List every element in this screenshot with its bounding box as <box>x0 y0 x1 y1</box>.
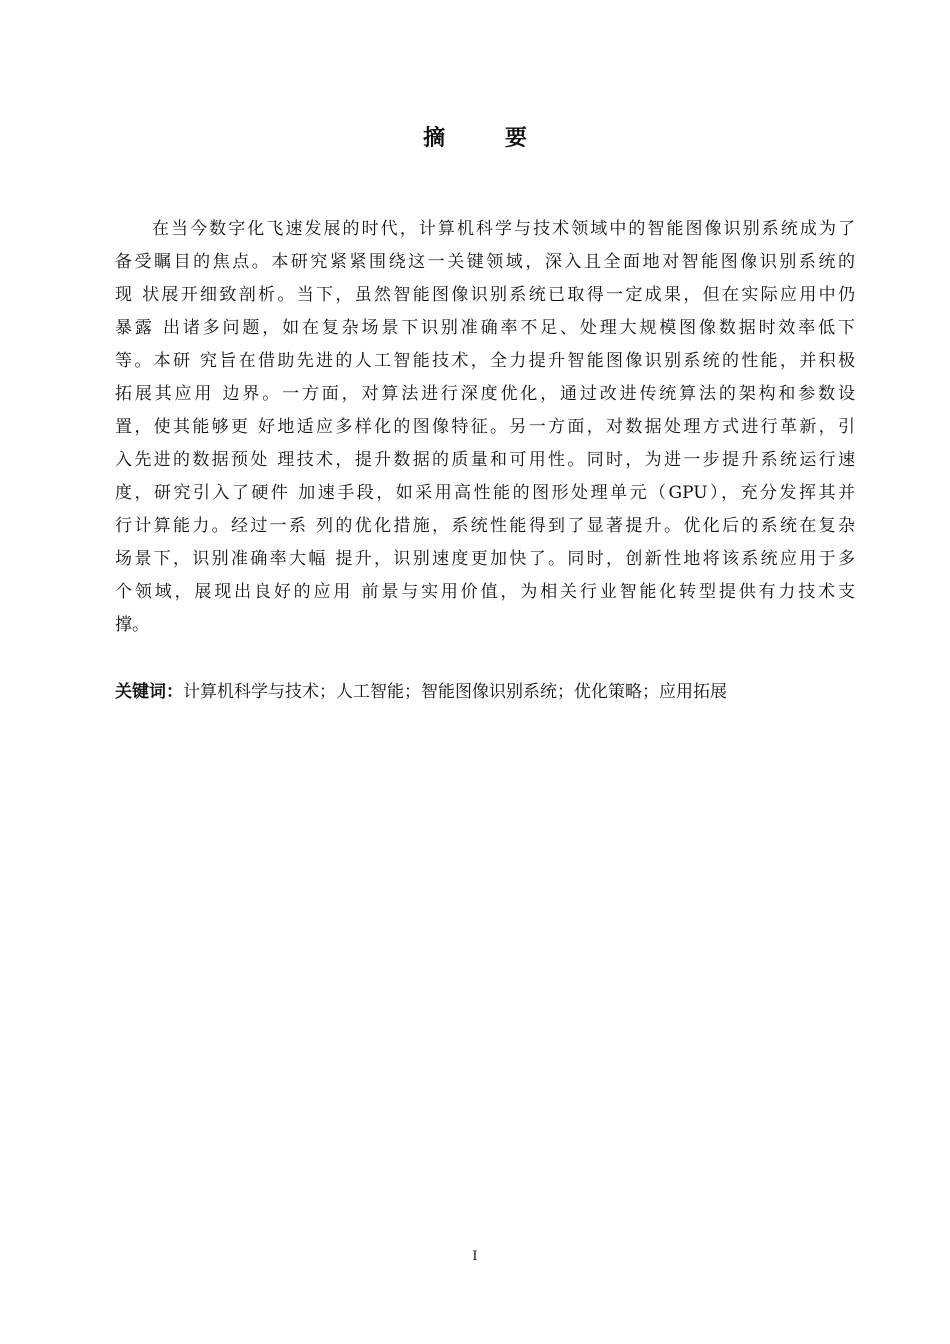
page-number: I <box>472 1249 478 1264</box>
abstract-line: 置，使其能够更 好地适应多样化的图像特征。另一方面，对数据处理方式进行革新，引 <box>115 417 855 437</box>
abstract-line: 撑。 <box>115 615 149 635</box>
keywords-text: 计算机科学与技术；人工智能；智能图像识别系统；优化策略；应用拓展 <box>183 682 727 702</box>
keywords-label: 关键词： <box>115 682 183 702</box>
abstract-line: 现 状展开细致剖析。当下，虽然智能图像识别系统已取得一定成果，但在实际应用中仍 <box>115 285 855 305</box>
abstract-line: 等。本研 究旨在借助先进的人工智能技术，全力提升智能图像识别系统的性能，并积极 <box>115 351 855 371</box>
abstract-line: 在当今数字化飞速发展的时代，计算机科学与技术领域中的智能图像识别系统成为了 <box>152 219 855 239</box>
keywords-line <box>115 676 855 709</box>
abstract-title: 摘 要 <box>423 126 553 151</box>
abstract-line: 拓展其应用 边界。一方面，对算法进行深度优化，通过改进传统算法的架构和参数设 <box>115 384 855 404</box>
abstract-line: 度，研究引入了硬件 加速手段，如采用高性能的图形处理单元（GPU），充分发挥其并 <box>115 483 855 503</box>
abstract-line: 场景下，识别准确率大幅 提升，识别速度更加快了。同时，创新性地将该系统应用于多 <box>115 549 855 569</box>
abstract-line: 暴露 出诸多问题，如在复杂场景下识别准确率不足、处理大规模图像数据时效率低下 <box>115 318 855 338</box>
abstract-line: 个领域，展现出良好的应用 前景与实用价值，为相关行业智能化转型提供有力技术支 <box>115 582 855 602</box>
abstract-line: 入先进的数据预处 理技术，提升数据的质量和可用性。同时，为进一步提升系统运行速 <box>115 450 855 470</box>
abstract-body <box>115 213 855 642</box>
abstract-line: 备受瞩目的焦点。本研究紧紧围绕这一关键领域，深入且全面地对智能图像识别系统的 <box>115 252 855 272</box>
abstract-line: 行计算能力。经过一系 列的优化措施，系统性能得到了显著提升。优化后的系统在复杂 <box>115 516 855 536</box>
